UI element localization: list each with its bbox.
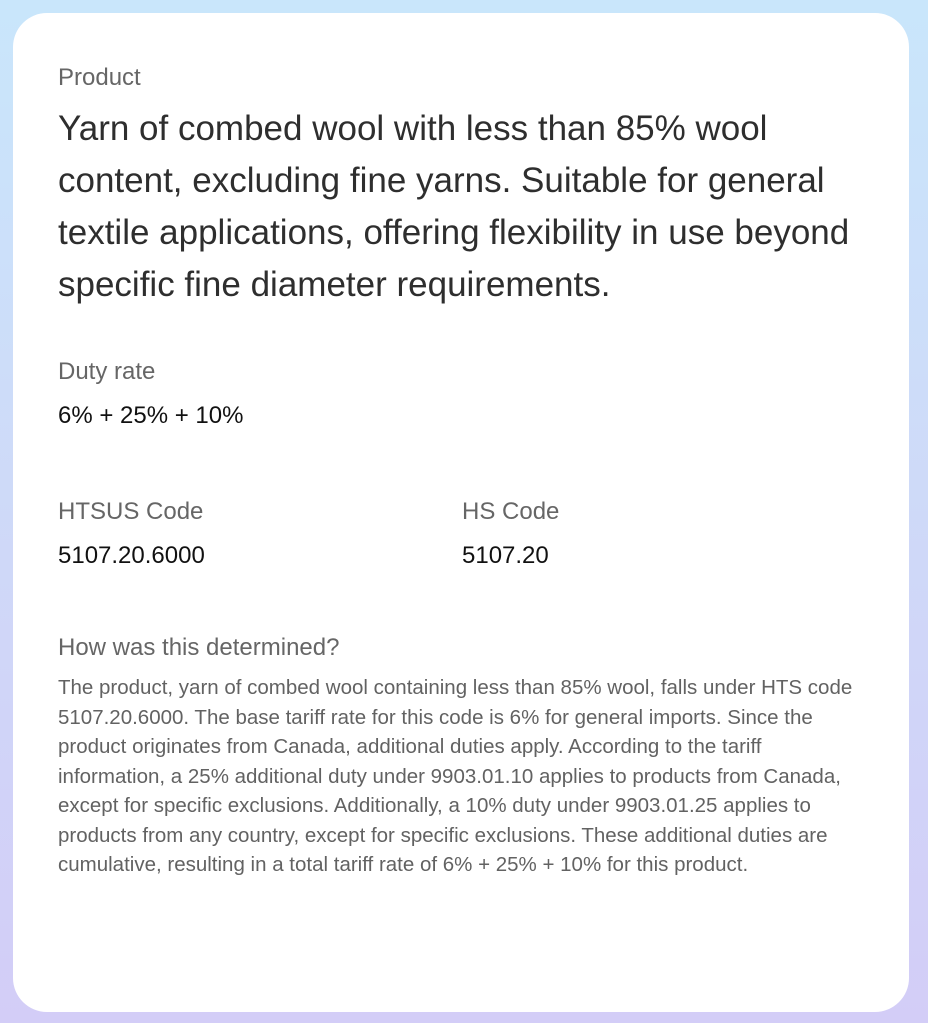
determination-explanation: The product, yarn of combed wool containing less than 85% wool, falls under HTS code 5107.20.6000. The base tariff rate for this code is 6% for general imports. Since the product originates from Canada, additional duties apply. According to the tariff information, a 25% additional duty under 9903.01.10 applies to products from Canada, except for specific exclusions. Additionally, a 10% duty under 9903.01.25 applies to products from any country, except for specific exclusions. These additional duties are cumulative, resulting in a total tariff rate of 6% + 25% + 10% for this product.: [58, 676, 853, 876]
duty-rate-value: 6% + 25% + 10%: [58, 402, 244, 429]
determination-label: How was this determined?: [58, 634, 340, 661]
hs-code-block: [462, 497, 762, 571]
tariff-result-card: [13, 13, 909, 1012]
htsus-code-value: 5107.20.6000: [58, 542, 205, 569]
htsus-code-label: HTSUS Code: [58, 498, 204, 525]
htsus-code-block: [58, 497, 462, 571]
codes-section: [58, 497, 865, 571]
duty-rate-label: Duty rate: [58, 358, 156, 385]
hs-code-value: 5107.20: [462, 542, 549, 569]
hs-code-label: HS Code: [462, 498, 560, 525]
product-description: Yarn of combed wool with less than 85% wool content, excluding fine yarns. Suitable for general textile applications, offering flexibility in use beyond specific fine diameter requirements.: [58, 109, 850, 304]
product-label: Product: [58, 64, 141, 91]
